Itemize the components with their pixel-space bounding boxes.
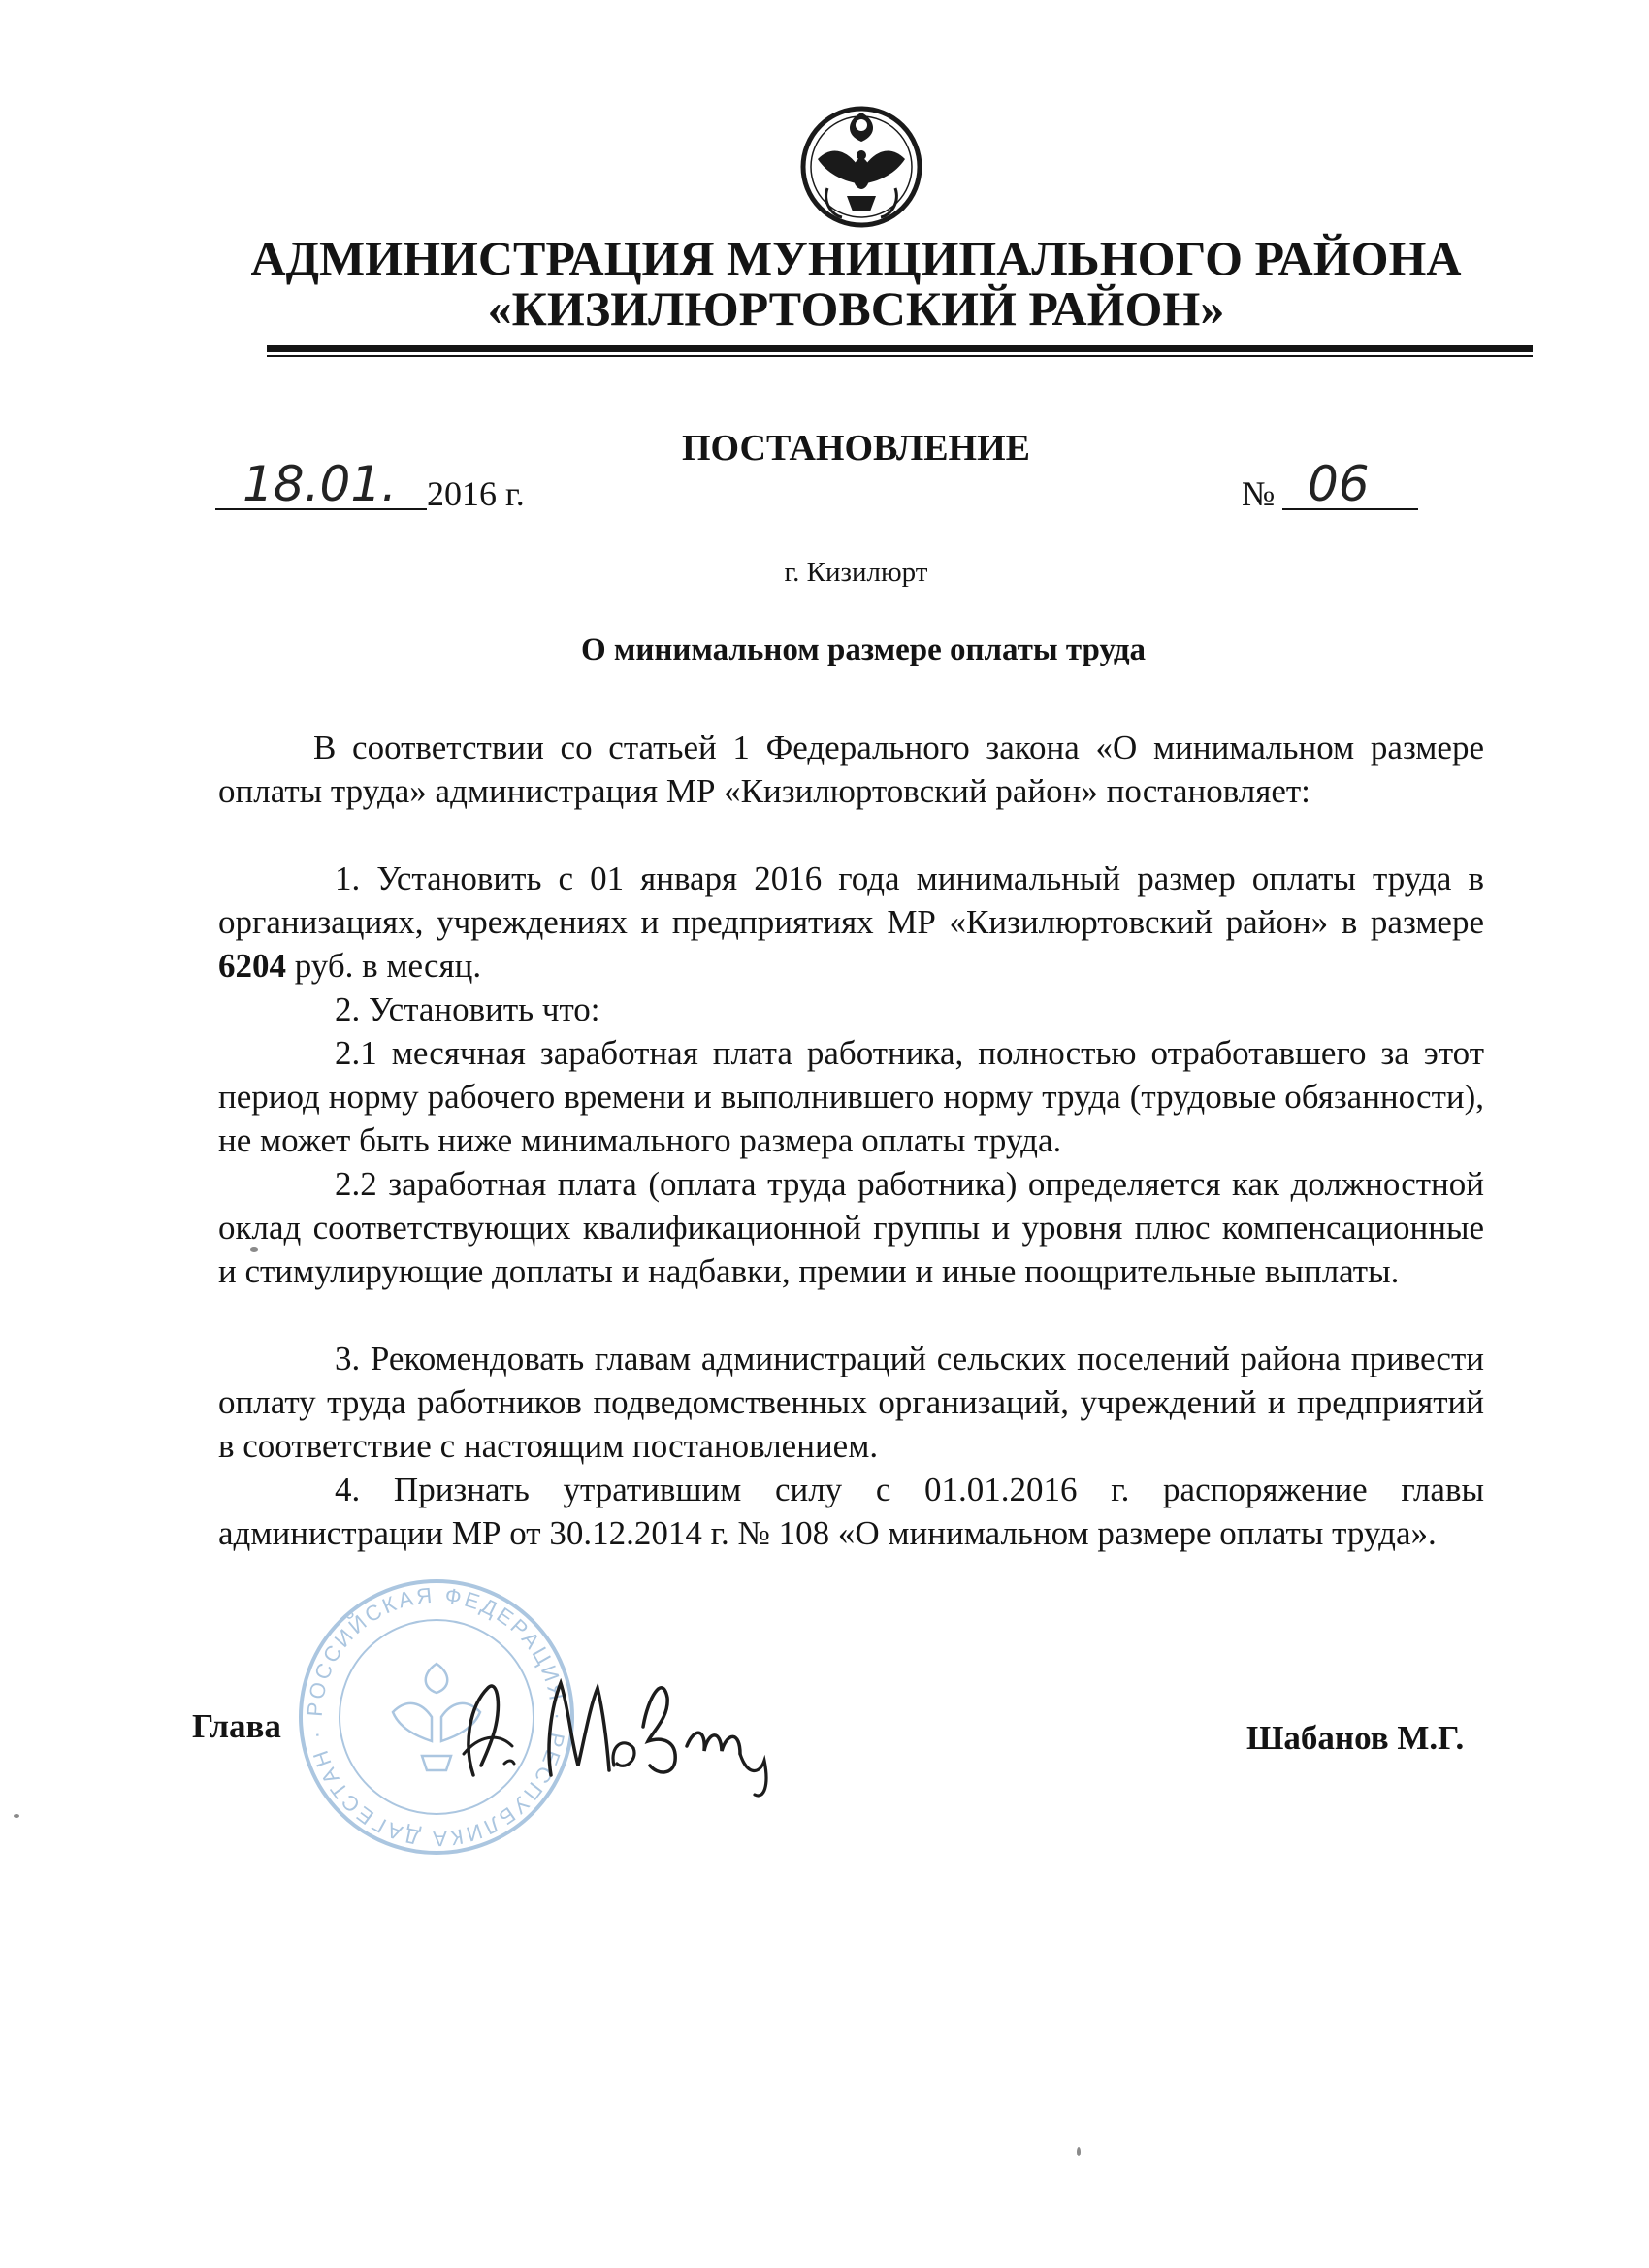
clause-2-1: 2.1 месячная заработная плата работника, полностью отработавшего за этот период норму рабочего времени и выполнившего норму труда (трудовые обязанности), не может быть ниже минимального размера оплаты труда. — [218, 1034, 1484, 1159]
scan-speck — [250, 1247, 258, 1252]
head-name: Шабанов М.Г. — [1246, 1719, 1465, 1757]
organization-name-line2: «КИЗИЛЮРТОВСКИЙ РАЙОН» — [487, 281, 1225, 336]
number-label: № — [1242, 474, 1276, 513]
clause-1-text: 1. Установить с 01 января 2016 года минимальный размер оплаты труда в организациях, учреждениях и предприятиях МР «Кизилюртовский район» в размере — [218, 859, 1484, 941]
preamble-paragraph: В соответствии со статьей 1 Федерального закона «О минимальном размере оплаты труда» администрация МР «Кизилюртовский район» постановляет: — [218, 729, 1484, 810]
stamp-text: РОССИЙСКАЯ ФЕДЕРАЦИЯ · РЕСПУБЛИКА ДАГЕСТАН · — [302, 1582, 571, 1852]
header-rule-thick — [267, 345, 1533, 352]
clause-1-text-end: руб. в месяц. — [286, 947, 482, 985]
handwritten-signature — [444, 1639, 798, 1799]
head-title-label: Глава — [192, 1707, 281, 1745]
clause-1 — [218, 857, 1484, 988]
date-year: 2016 г. — [427, 474, 525, 513]
header-rule-thin — [267, 355, 1533, 357]
organization-name-line1: АДМИНИСТРАЦИЯ МУНИЦИПАЛЬНОГО РАЙОНА — [250, 231, 1462, 285]
date-handwritten: 18.01. — [242, 456, 398, 512]
number-handwritten: 06 — [1308, 456, 1370, 512]
clause-2-2: 2.2 заработная плата (оплата труда работника) определяется как должностной оклад соответствующих квалификационной группы и уровня плюс компенсационные и стимулирующие доплаты и надбавки, премии и иные поощрительные выплаты. — [218, 1165, 1484, 1290]
minimum-wage-amount: 6204 — [218, 947, 286, 985]
clause-2: 2. Установить что: — [335, 990, 600, 1028]
document-type: ПОСТАНОВЛЕНИЕ — [681, 428, 1031, 469]
city: г. Кизилюрт — [784, 557, 928, 588]
scan-speck — [1077, 2147, 1081, 2156]
document-title: О минимальном размере оплаты труда — [580, 632, 1147, 667]
clause-3: 3. Рекомендовать главам администраций сельских поселений района привести оплату труда работников подведомственных организаций, учреждений и предприятий в соответствие с настоящим постановлением. — [218, 1340, 1484, 1465]
scan-speck — [14, 1814, 19, 1818]
coat-of-arms-emblem — [789, 91, 934, 237]
clause-4: 4. Признать утратившим силу с 01.01.2016 г. распоряжение главы администрации МР от 30.12.2014 г. № 108 «О минимальном размере оплаты труда». — [218, 1471, 1484, 1552]
